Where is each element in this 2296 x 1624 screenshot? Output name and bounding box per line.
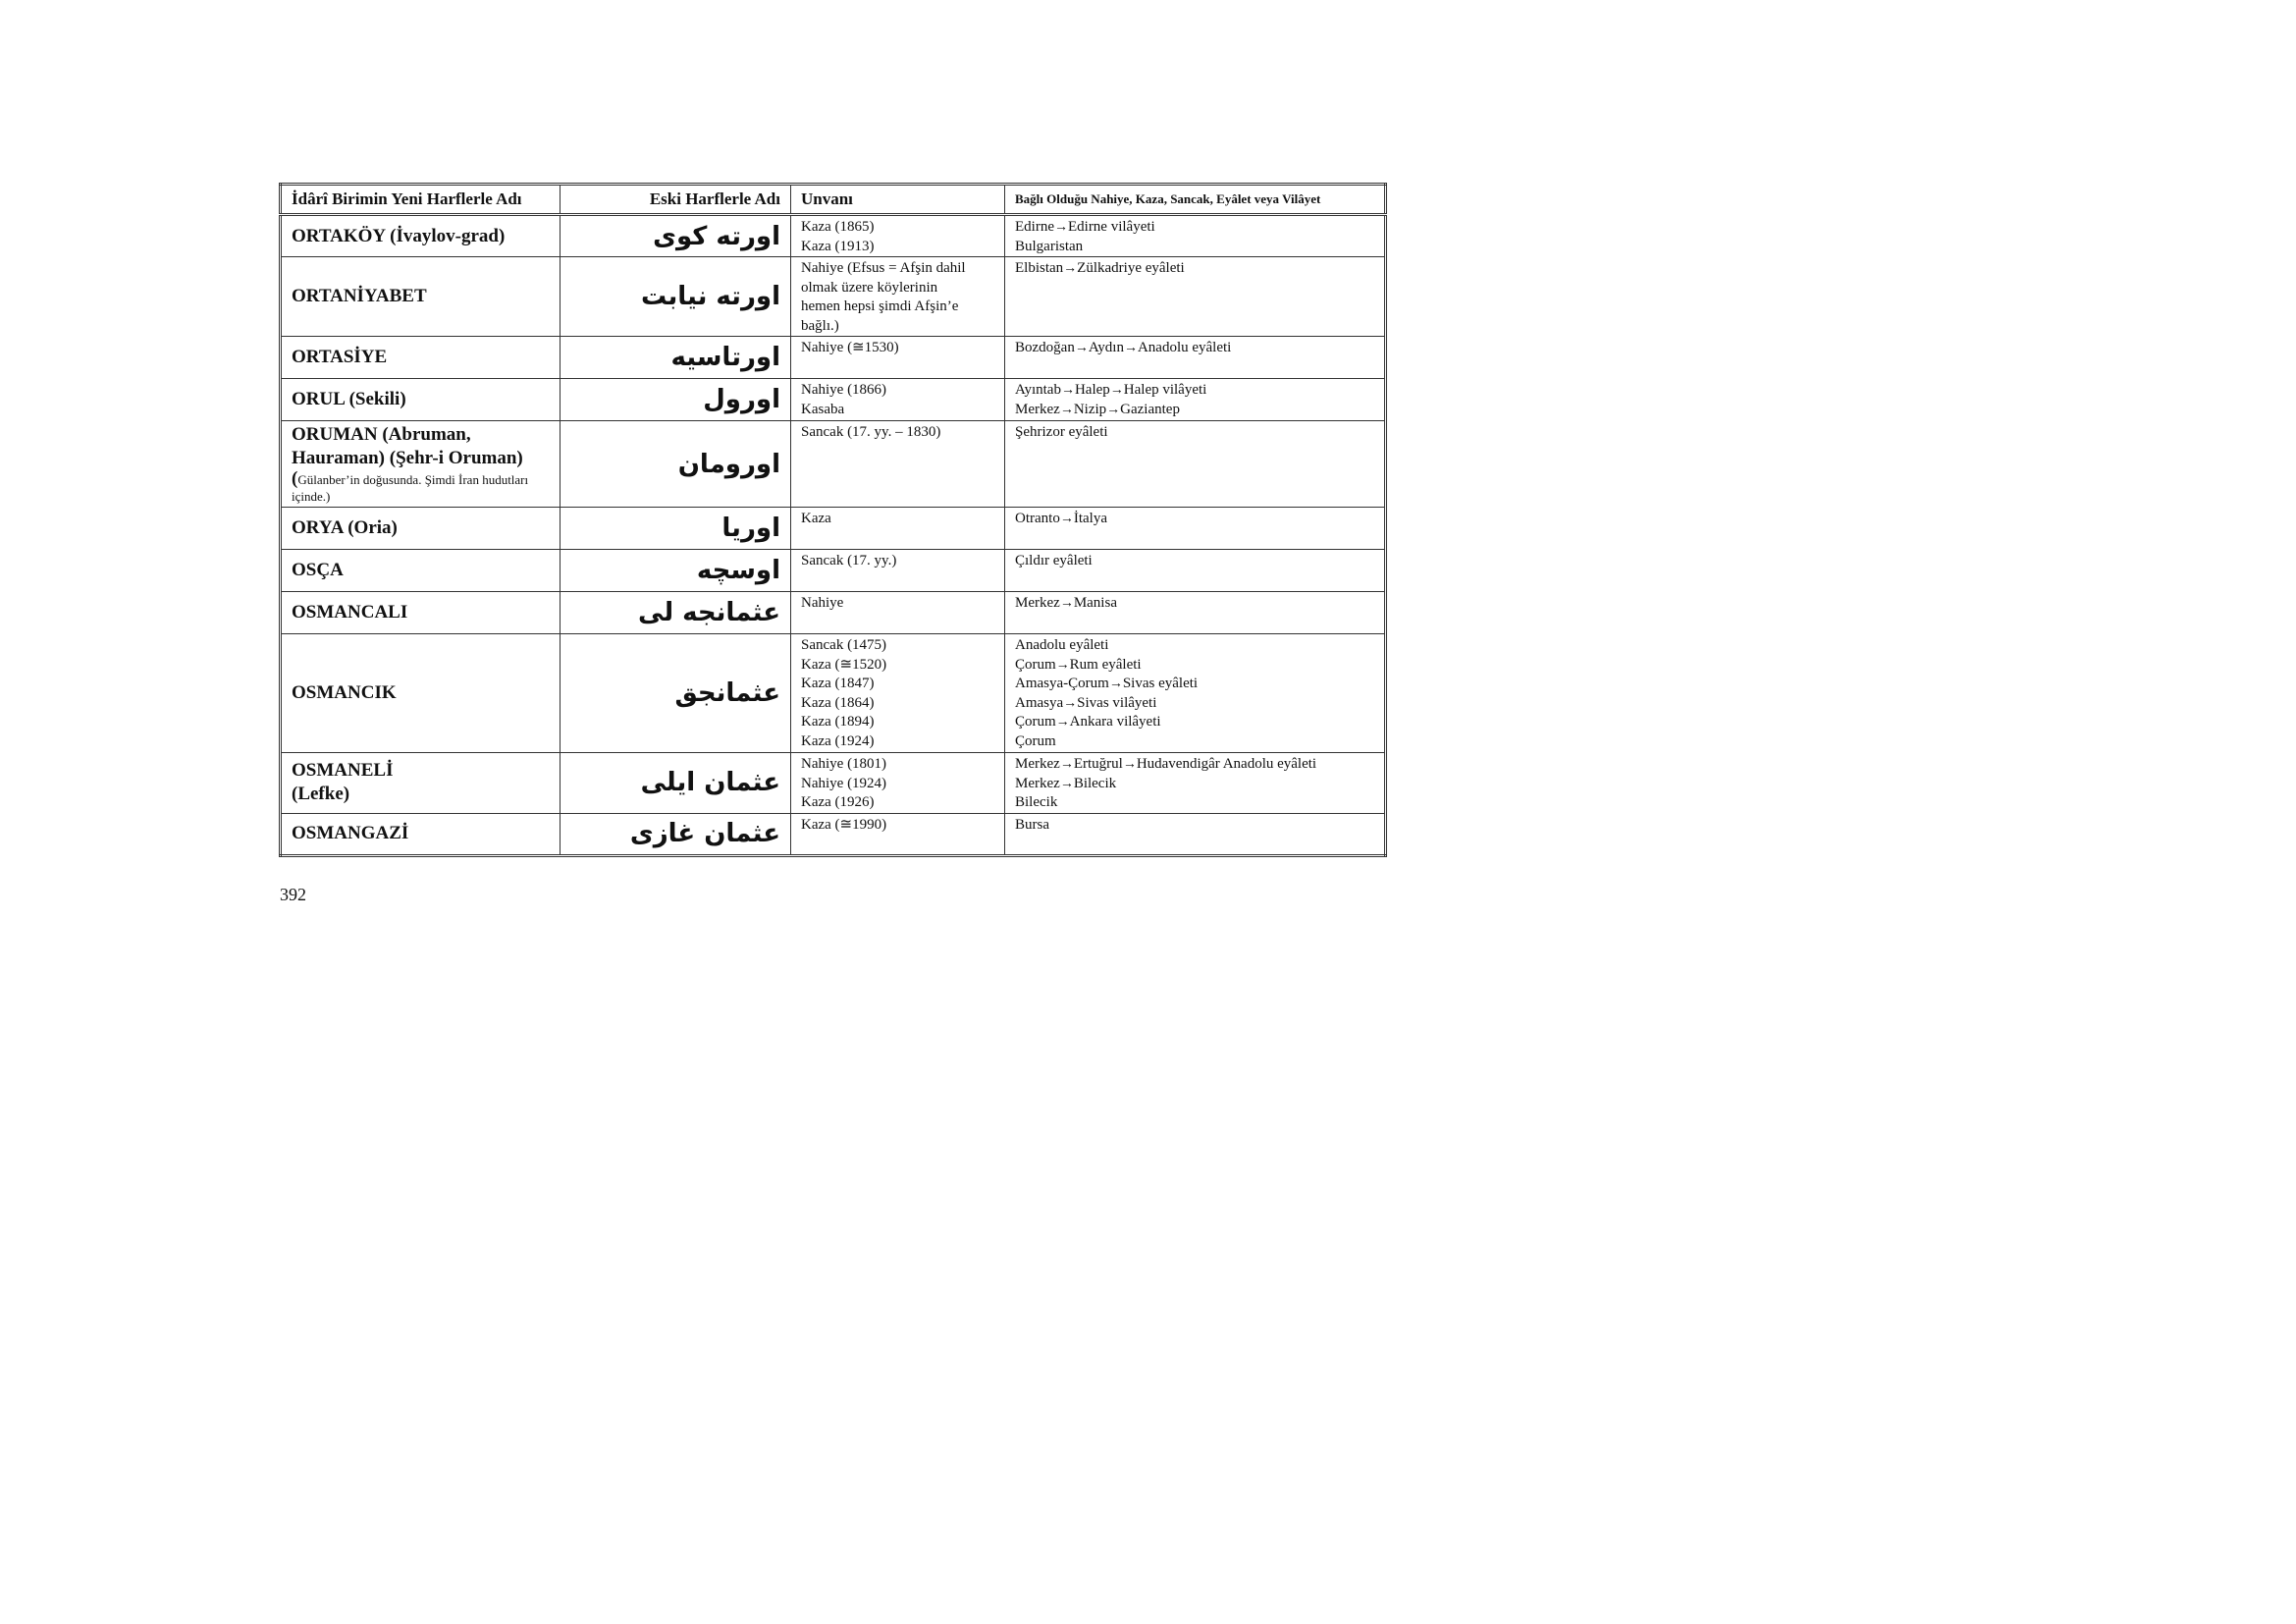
admin-line: Amasya→Sivas vilâyeti [1015, 694, 1157, 711]
title-cell [791, 634, 1005, 753]
new-name-cell [281, 813, 561, 855]
place-name: OSMANCIK [292, 682, 397, 703]
new-name-cell [281, 592, 561, 634]
title-line: Sancak (17. yy. – 1830) [801, 424, 941, 440]
admin-line: Merkez→Manisa [1015, 595, 1117, 611]
old-name-cell [561, 634, 791, 753]
arrow-icon: → [1109, 383, 1124, 398]
admin-cell [1005, 753, 1386, 814]
place-name: ORYA (Oria) [292, 517, 398, 538]
new-name-cell [281, 337, 561, 379]
place-name: ORTAKÖY (İvaylov-grad) [292, 225, 506, 246]
title-line: Nahiye (1866) [801, 382, 887, 398]
new-name-cell [281, 753, 561, 814]
ottoman-name: عثمانجه لى [638, 598, 780, 627]
title-cell [791, 337, 1005, 379]
old-name-cell [561, 813, 791, 855]
title-line: Kaza [801, 511, 831, 526]
admin-cell [1005, 508, 1386, 550]
header-admin-unit: Bağlı Olduğu Nahiye, Kaza, Sancak, Eyâlet veya Vilâyet [1005, 185, 1386, 215]
old-name-cell [561, 753, 791, 814]
header-old-name: Eski Harflerle Adı [561, 185, 791, 215]
new-name-cell [281, 421, 561, 508]
new-name-cell [281, 508, 561, 550]
title-line: Kaza (≅1990) [801, 816, 887, 833]
place-name: ORUMAN (Abruman, Hauraman) (Şehr-i Oruman) [292, 424, 523, 468]
title-line: Sancak (1475) [801, 637, 887, 653]
header-row [281, 185, 1386, 215]
table-row [281, 508, 1386, 550]
place-name: ORTASİYE [292, 347, 388, 367]
arrow-icon: → [1059, 776, 1074, 791]
title-line: Kaza (1913) [801, 238, 875, 254]
admin-cell [1005, 379, 1386, 421]
table-row [281, 753, 1386, 814]
old-name-cell [561, 257, 791, 337]
old-name-cell [561, 508, 791, 550]
admin-line: Edirne→Edirne vilâyeti [1015, 219, 1155, 235]
title-cell [791, 508, 1005, 550]
table-row [281, 215, 1386, 257]
title-cell [791, 421, 1005, 508]
ottoman-name: اورتاسيه [670, 343, 780, 372]
admin-line: Çorum→Ankara vilâyeti [1015, 714, 1161, 730]
place-note: (Gülanber’in doğusunda. Şimdi İran hudutları içinde.) [292, 468, 529, 504]
place-name: OSÇA [292, 560, 344, 580]
arrow-icon: → [1053, 220, 1068, 235]
place-name: OSMANCALI [292, 602, 408, 623]
arrow-icon: → [1055, 657, 1070, 673]
title-line: Sancak (17. yy.) [801, 553, 897, 568]
admin-cell [1005, 550, 1386, 592]
ottoman-name: اورته نيابت [640, 282, 780, 311]
admin-line: Şehrizor eyâleti [1015, 424, 1108, 440]
title-line: bağlı.) [801, 317, 839, 334]
admin-line: Merkez→Bilecik [1015, 775, 1117, 791]
admin-cell [1005, 634, 1386, 753]
place-name: OSMANGAZİ [292, 823, 409, 843]
admin-line: Bilecik [1015, 794, 1058, 810]
old-name-cell [561, 379, 791, 421]
title-cell [791, 753, 1005, 814]
old-name-cell [561, 337, 791, 379]
table-row [281, 634, 1386, 753]
ottoman-name: عثمانجق [674, 678, 780, 708]
arrow-icon: → [1122, 757, 1137, 772]
open-paren: ( [292, 468, 298, 489]
arrow-icon: → [1055, 715, 1070, 730]
ottoman-name: عثمان غازى [629, 819, 780, 848]
title-line: Kaza (1926) [801, 794, 875, 810]
arrow-icon: → [1059, 512, 1074, 526]
title-cell [791, 215, 1005, 257]
place-name: OSMANELİ (Lefke) [292, 760, 394, 805]
table-row [281, 257, 1386, 337]
title-line: Nahiye [801, 595, 844, 611]
title-line: Kasaba [801, 401, 845, 417]
admin-cell [1005, 215, 1386, 257]
admin-line: Elbistan→Zülkadriye eyâleti [1015, 260, 1185, 276]
page-number: 392 [280, 885, 306, 904]
title-line: Nahiye (≅1530) [801, 340, 899, 355]
admin-line: Çıldır eyâleti [1015, 553, 1093, 568]
arrow-icon: → [1059, 402, 1074, 417]
admin-line: Çorum [1015, 732, 1056, 749]
new-name-cell [281, 379, 561, 421]
table-row [281, 421, 1386, 508]
arrow-icon: → [1060, 383, 1075, 398]
new-name-cell [281, 634, 561, 753]
admin-cell [1005, 421, 1386, 508]
ottoman-name: اورته كوى [653, 221, 780, 251]
title-cell [791, 592, 1005, 634]
old-name-cell [561, 592, 791, 634]
old-name-cell [561, 215, 791, 257]
title-line: Kaza (1865) [801, 219, 875, 235]
title-line: Nahiye (1924) [801, 775, 887, 791]
admin-line: Merkez→Ertuğrul→Hudavendigâr Anadolu eyâleti [1015, 756, 1317, 772]
table-row [281, 379, 1386, 421]
admin-cell [1005, 337, 1386, 379]
admin-line: Anadolu eyâleti [1015, 637, 1109, 653]
arrow-icon: → [1063, 261, 1078, 276]
header-new-name: İdârî Birimin Yeni Harflerle Adı [281, 185, 561, 215]
title-line: Kaza (1894) [801, 714, 875, 730]
ottoman-name: اوريا [721, 514, 780, 543]
admin-line: Amasya-Çorum→Sivas eyâleti [1015, 676, 1199, 691]
title-line: Kaza (1864) [801, 694, 875, 711]
admin-line: Ayıntab→Halep→Halep vilâyeti [1015, 382, 1207, 398]
title-line: Kaza (1924) [801, 732, 875, 749]
title-cell [791, 257, 1005, 337]
gazetteer-table [279, 183, 1387, 857]
title-line: Nahiye (Efsus = Afşin dahil [801, 260, 966, 276]
admin-line: Bursa [1015, 816, 1049, 833]
ottoman-name: اوسچه [696, 556, 780, 585]
admin-line: Bozdoğan→Aydın→Anadolu eyâleti [1015, 340, 1232, 355]
title-cell [791, 813, 1005, 855]
table-row [281, 337, 1386, 379]
admin-line: Bulgaristan [1015, 238, 1084, 254]
title-line: Kaza (≅1520) [801, 656, 887, 673]
place-name: ORTANİYABET [292, 286, 427, 306]
arrow-icon: → [1106, 402, 1121, 417]
ottoman-name: اورومان [677, 449, 780, 479]
arrow-icon: → [1059, 757, 1074, 772]
arrow-icon: → [1059, 596, 1074, 611]
admin-cell [1005, 257, 1386, 337]
admin-line: Otranto→İtalya [1015, 511, 1107, 526]
title-line: Nahiye (1801) [801, 756, 887, 772]
new-name-cell [281, 550, 561, 592]
title-line: Kaza (1847) [801, 676, 875, 691]
table-row [281, 550, 1386, 592]
title-cell [791, 550, 1005, 592]
table-row [281, 592, 1386, 634]
old-name-cell [561, 550, 791, 592]
admin-cell [1005, 813, 1386, 855]
ottoman-name: عثمان ايلى [640, 768, 780, 798]
place-name: ORUL (Sekili) [292, 389, 406, 409]
arrow-icon: → [1074, 341, 1089, 355]
title-cell [791, 379, 1005, 421]
arrow-icon: → [1063, 695, 1078, 711]
header-title: Unvanı [791, 185, 1005, 215]
old-name-cell [561, 421, 791, 508]
new-name-cell [281, 215, 561, 257]
admin-line: Merkez→Nizip→Gaziantep [1015, 401, 1180, 417]
arrow-icon: → [1108, 677, 1123, 691]
admin-cell [1005, 592, 1386, 634]
title-line: olmak üzere köylerinin [801, 279, 938, 296]
new-name-cell [281, 257, 561, 337]
ottoman-name: اورول [703, 385, 780, 414]
arrow-icon: → [1123, 341, 1138, 355]
table-row [281, 813, 1386, 855]
admin-line: Çorum→Rum eyâleti [1015, 656, 1142, 673]
title-line: hemen hepsi şimdi Afşin’e [801, 298, 959, 314]
